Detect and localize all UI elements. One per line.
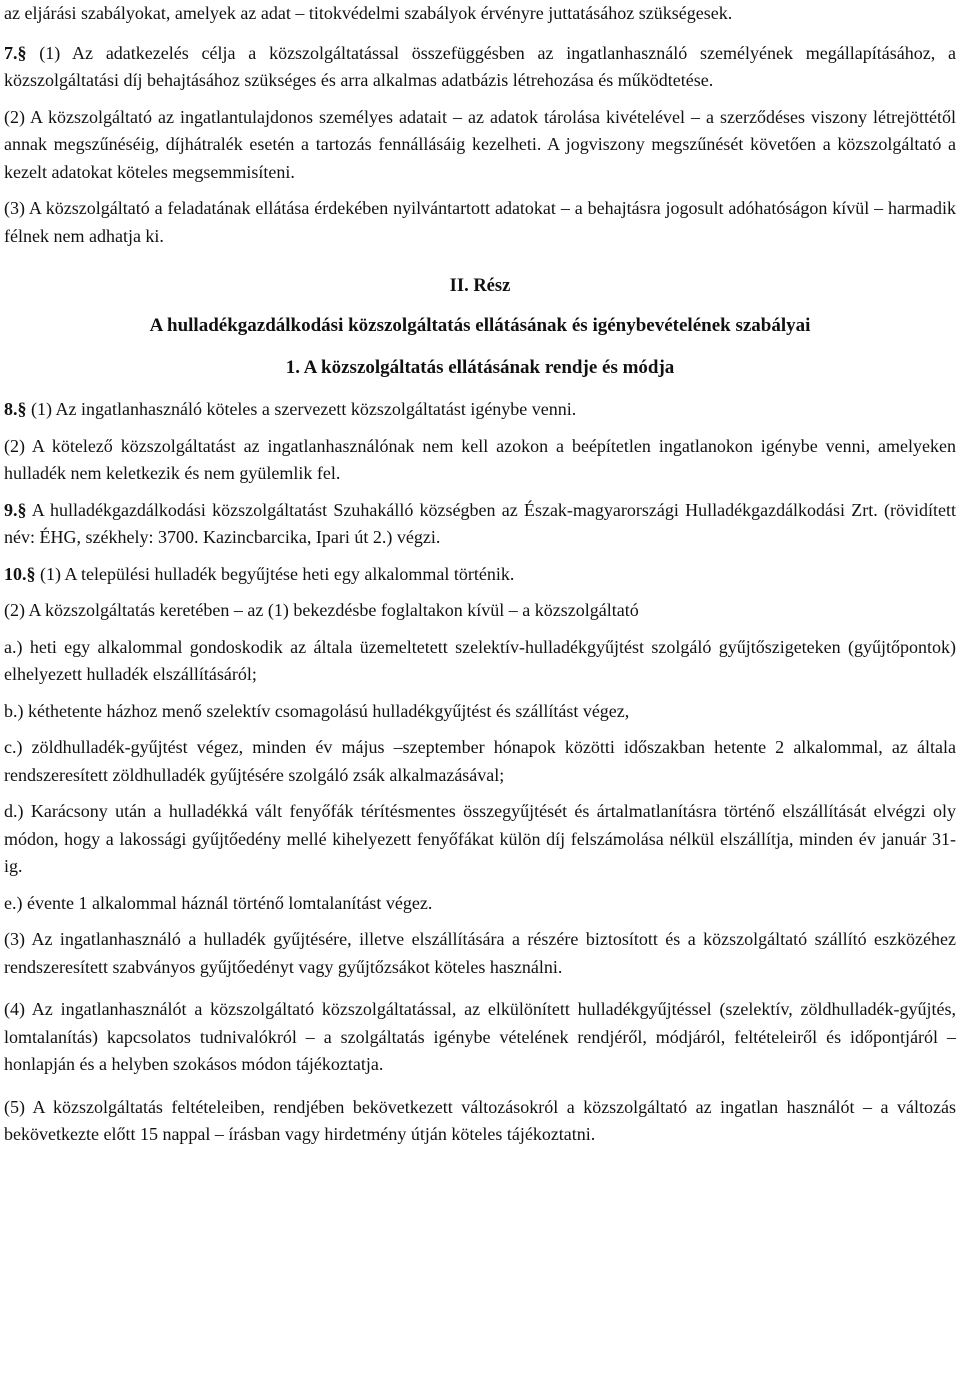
- part-heading: II. Rész: [449, 276, 511, 296]
- section-10-number: 10.§: [4, 563, 36, 584]
- section-9-paragraph: [4, 497, 956, 552]
- section-10-paragraph-5: (5) A közszolgáltatás feltételeiben, rendjében bekövetkezett változásokról a közszolgáltató az ingatlan használót – a változás bekövetkezte előtt 15 nappal – írásban vagy hirdetmény útján köteles tájékoztatni.: [4, 1096, 956, 1144]
- section-9-number: 9.§: [4, 499, 27, 520]
- paragraph-intro: az eljárási szabályokat, amelyek az adat – titokvédelmi szabályok érvényre juttatásához szükségesek.: [4, 3, 733, 23]
- section-7-paragraph-3: (3) A közszolgáltató a feladatának ellátása érdekében nyilvántartott adatokat – a behajtásra jogosult adóhatóságon kívül – harmadik félnek nem adhatja ki.: [4, 198, 956, 246]
- section-10-item-c: c.) zöldhulladék-gyűjtést végez, minden év május –szeptember hónapok közötti időszakban hetente 2 alkalommal, az általa rendszeresített zöldhulladék gyűjtésére szolgáló zsák alkalmazásával;: [4, 737, 956, 785]
- section-10-paragraph-2: (2) A közszolgáltatás keretében – az (1) bekezdésbe foglaltakon kívül – a közszolgáltató: [4, 600, 639, 620]
- section-10-item-e: e.) évente 1 alkalommal háznál történő lomtalanítást végez.: [4, 892, 433, 913]
- section-10-paragraph-1: [4, 561, 956, 589]
- chapter-title: 1. A közszolgáltatás ellátásának rendje és módja: [285, 357, 675, 378]
- section-10-item-d: d.) Karácsony után a hulladékká vált fenyőfák térítésmentes összegyűjtését és ártalmatlanításra történő elszállítását elvégzi oly módon, hogy a lakossági gyűjtőedény mellé kihelyezett fenyőfákat külön díj felszámolása nélkül elszállítja, minden év január 31-ig.: [4, 801, 956, 876]
- section-9-text: A hulladékgazdálkodási közszolgáltatást Szuhakálló községben az Észak-magyarországi Hulladékgazdálkodási Zrt. (rövidített név: ÉHG, székhely: 3700. Kazincbarcika, Ipari út 2.) végzi.: [4, 499, 956, 547]
- section-10-item-a: a.) heti egy alkalommal gondoskodik az általa üzemeltetett szelektív-hulladékgyűjtést szolgáló gyűjtőszigeteken (gyűjtőpontok) elhelyezett hulladék elszállításáról;: [4, 636, 956, 684]
- section-10-paragraph-4: (4) Az ingatlanhasználót a közszolgáltató közszolgáltatással, az elkülönített hulladékgyűjtéssel (szelektív, zöldhulladék-gyűjtés, lomtalanítás) kapcsolatos tudnivalókról – a szolgáltatás igénybe vételének rendjéről, módjáról, feltételeiről és időpontjáról – honlapján és a helyben szokásos módon tájékoztatja.: [4, 999, 956, 1074]
- section-8-text-1: (1) Az ingatlanhasználó köteles a szervezett közszolgáltatást igénybe venni.: [26, 399, 577, 419]
- part-title: A hulladékgazdálkodási közszolgáltatás ellátásának és igénybevételének szabályai: [149, 315, 811, 336]
- section-7-paragraph-1: [4, 40, 956, 95]
- section-8-number: 8.§: [4, 399, 27, 419]
- section-10-item-b: b.) kéthetente házhoz menő szelektív csomagolású hulladékgyűjtést és szállítást végez,: [4, 700, 630, 721]
- section-10-text-1: (1) A települési hulladék begyűjtése heti egy alkalommal történik.: [35, 563, 515, 584]
- section-8-paragraph-2: (2) A kötelező közszolgáltatást az ingatlanhasználónak nem kell azokon a beépítetlen ingatlanokon igénybe venni, amelyeken hulladék nem keletkezik és nem gyülemlik fel.: [4, 435, 956, 483]
- section-8-paragraph-1: [4, 396, 956, 424]
- section-7-number: 7.§: [4, 42, 27, 63]
- section-7-text-1: (1) Az adatkezelés célja a közszolgáltatással összefüggésben az ingatlanhasználó személyének megállapításához, a közszolgáltatási díj behajtásához szükséges és arra alkalmas adatbázis létrehozása és működtetése.: [4, 42, 956, 90]
- section-7-paragraph-2: (2) A közszolgáltató az ingatlantulajdonos személyes adatait – az adatok tárolása kivételével – a szerződéses viszony létrejöttétől annak megszűnéséig, díjhátralék esetén a tartozás fennállásáig kezelheti. A jogviszony megszűnését követően a közszolgáltató a kezelt adatokat köteles megsemmisíteni.: [4, 106, 956, 182]
- section-10-paragraph-3: (3) Az ingatlanhasználó a hulladék gyűjtésére, illetve elszállítására a részére biztosított és a közszolgáltató szállító eszközéhez rendszeresített szabványos gyűjtőedényt vagy gyűjtőzsákot köteles használni.: [4, 929, 956, 977]
